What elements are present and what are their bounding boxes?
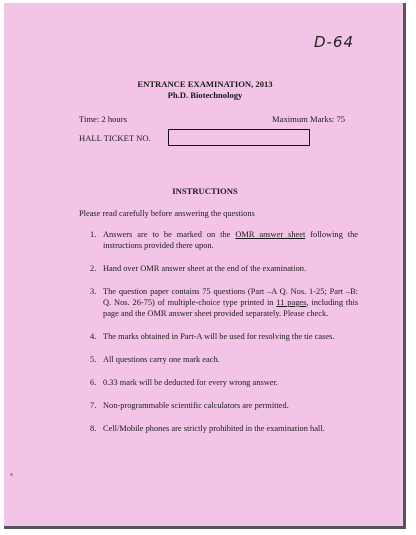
instruction-item [90,377,358,388]
item-number: 6. [90,378,97,387]
item-number: 7. [90,401,97,410]
item-text: Non-programmable scientific calculators are permitted. [103,401,289,410]
item-text: Answers are to be marked on the OMR answer sheet following the instructions provided there upon. [103,230,358,250]
item-number: 1. [90,230,97,239]
instruction-item [90,423,358,434]
instructions-list [90,229,358,446]
instruction-item [90,400,358,411]
item-number: 4. [90,332,97,341]
omr-sheet-underlined: OMR answer sheet [235,230,306,239]
item-text: All questions carry one mark each. [103,355,220,364]
exam-subtitle: Ph.D. Biotechnology [167,90,243,100]
item-number: 3. [90,287,97,296]
item-text: Hand over OMR answer sheet at the end of the examination. [103,264,307,273]
instruction-item [90,331,358,342]
item-text: Cell/Mobile phones are strictly prohibited in the examination hall. [103,424,325,433]
instruction-item [90,229,358,251]
handwritten-code: D-64 [314,33,355,51]
item-number: 2. [90,264,97,273]
max-marks-label: Maximum Marks: 75 [272,114,346,124]
item-text: 0.33 mark will be deducted for every wrong answer. [103,378,278,387]
item-text: The question paper contains 75 questions (Part –A Q. Nos. 1-25; Part –B: Q. Nos. 26-75) of multiple-choice type printed in 11 pages, including this page and the OMR answer sheet provided separately. Please check. [103,287,358,318]
scan-speck [10,473,13,476]
exam-cover-page [4,3,406,529]
time-label: Time: 2 hours [79,114,127,124]
item-text: The marks obtained in Part-A will be used for resolving the tie cases. [103,332,335,341]
hall-ticket-box [168,129,310,146]
hall-ticket-label: HALL TICKET NO. [79,133,151,143]
instructions-heading: INSTRUCTIONS [172,186,238,196]
page-count-underlined: 11 pages [276,298,307,307]
exam-title: ENTRANCE EXAMINATION, 2013 [137,79,273,89]
instructions-intro: Please read carefully before answering the questions [79,209,255,218]
item-number: 8. [90,424,97,433]
instruction-item [90,263,358,274]
item-number: 5. [90,355,97,364]
instruction-item [90,354,358,365]
instruction-item [90,286,358,319]
